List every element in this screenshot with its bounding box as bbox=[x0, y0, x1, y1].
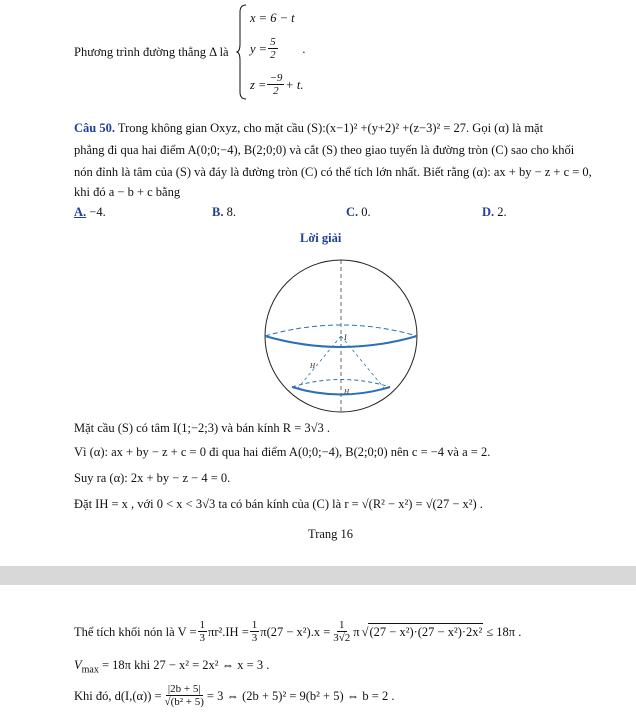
option-a-label: A. bbox=[74, 205, 87, 219]
distance-frac bbox=[163, 683, 206, 708]
brace-icon bbox=[236, 4, 248, 100]
option-b-label: B. bbox=[212, 205, 224, 219]
volume-f2-num: 1 bbox=[251, 619, 258, 631]
option-d-label: D. bbox=[482, 205, 495, 219]
volume-f2-den: 3 bbox=[251, 632, 258, 644]
question-text-1: Trong không gian Oxyz, cho mặt cầu (S):(x−1)² +(y+2)² +(z−3)² = 27. Gọi (α) là mặt bbox=[117, 121, 544, 135]
solution-step-4-eq: = bbox=[415, 497, 423, 511]
line-eq-y-num: 5 bbox=[270, 36, 276, 48]
page-separator bbox=[0, 566, 636, 585]
question-line-3: nón đỉnh là tâm của (S) và đáy là đường tròn (C) có thể tích lớn nhất. Biết rằng (α): ax + by − z + c = 0, bbox=[74, 165, 592, 179]
line-eq-y bbox=[250, 36, 306, 61]
line-eq-y-den: 2 bbox=[270, 49, 276, 61]
solution-heading: Lời giải bbox=[300, 231, 342, 245]
solution-step-4-r: √(R² − x²) bbox=[361, 497, 413, 511]
question-number: Câu 50. bbox=[74, 121, 115, 135]
fig-label-h1: H bbox=[310, 362, 316, 370]
question-line-2: phẳng đi qua hai điểm A(0;0;−4), B(2;0;0) và cắt (S) theo giao tuyến là đường tròn (C) sao cho khối bbox=[74, 143, 575, 157]
distance-rest: = 3 ⇔ (2b + 5)² = 9(b² + 5) ⇔ b = 2 . bbox=[206, 688, 395, 703]
line-eq-z-frac bbox=[267, 72, 284, 97]
option-c-value: 0. bbox=[361, 205, 371, 219]
page-2 bbox=[0, 585, 636, 719]
option-b-value: 8. bbox=[226, 205, 236, 219]
line-eq-x: x = 6 − t bbox=[250, 11, 295, 25]
volume-frac-3 bbox=[331, 619, 352, 644]
line-eq-z-post: + t. bbox=[285, 77, 304, 92]
option-d bbox=[482, 204, 507, 220]
option-d-value: 2. bbox=[497, 205, 507, 219]
volume-f3-den: 3√2 bbox=[333, 632, 351, 644]
volume-f1-den: 3 bbox=[199, 632, 206, 644]
solution-step-3: Suy ra (α): 2x + by − z − 4 = 0. bbox=[74, 471, 231, 485]
fig-label-h2: H bbox=[344, 388, 350, 396]
line-eq-y-end: . bbox=[302, 41, 306, 56]
distance-num: |2b + 5| bbox=[167, 683, 201, 695]
question-line-4: khi đó a − b + c bằng bbox=[74, 185, 181, 199]
sphere-cone-figure bbox=[258, 256, 424, 414]
volume-mid: πr².IH = bbox=[208, 624, 249, 639]
question-line-1 bbox=[74, 120, 543, 136]
option-b bbox=[212, 204, 236, 220]
option-a bbox=[74, 204, 106, 220]
solution-step-4-pre: Đặt IH = x , với 0 < x < 3√3 ta có bán kính của (C) là r = bbox=[74, 497, 359, 511]
volume-pre: Thể tích khối nón là V = bbox=[74, 624, 197, 639]
line-eq-y-frac bbox=[268, 36, 278, 61]
line-eq-y-pre: y = bbox=[250, 41, 268, 56]
distance-den: √(b² + 5) bbox=[164, 696, 204, 708]
option-c-label: C. bbox=[346, 205, 359, 219]
line-eq-label: Phương trình đường thẳng Δ là bbox=[74, 45, 229, 59]
volume-f1-num: 1 bbox=[199, 619, 206, 631]
fig-label-i: I bbox=[344, 333, 347, 342]
volume-end: ≤ 18π . bbox=[486, 624, 522, 639]
volume-frac-2 bbox=[250, 619, 260, 644]
volume-mid2: π(27 − x²).x = bbox=[260, 624, 331, 639]
solution-step-4-end: . bbox=[479, 497, 483, 511]
volume-f3-num: 1 bbox=[339, 619, 345, 631]
line-eq-z-pre: z = bbox=[250, 77, 267, 92]
line-eq-z-num: −9 bbox=[269, 72, 283, 84]
volume-frac-1 bbox=[198, 619, 208, 644]
vmax-line bbox=[74, 657, 269, 679]
option-a-value: −4. bbox=[89, 205, 106, 219]
distance-pre: Khi đó, d(I,(α)) = bbox=[74, 688, 162, 703]
line-eq-z-den: 2 bbox=[273, 85, 279, 97]
vmax-sub: max bbox=[81, 664, 99, 676]
page-footer: Trang 16 bbox=[308, 527, 354, 541]
option-c bbox=[346, 204, 371, 220]
line-eq-z bbox=[250, 72, 304, 97]
vmax-rest: = 18π khi 27 − x² = 2x² ⇔ x = 3 . bbox=[101, 658, 270, 672]
solution-step-2: Vì (α): ax + by − z + c = 0 đi qua hai điểm A(0;0;−4), B(2;0;0) nên c = −4 và a = 2. bbox=[74, 445, 491, 459]
solution-step-4 bbox=[74, 496, 483, 512]
vmax-v: V bbox=[74, 658, 82, 672]
volume-root: (27 − x²)·(27 − x²)·2x² bbox=[369, 625, 483, 639]
distance-line bbox=[74, 683, 394, 708]
solution-step-1: Mặt cầu (S) có tâm I(1;−2;3) và bán kính R = 3√3 . bbox=[74, 421, 330, 435]
volume-line: Thể tích khối nón là V = $\frac{1}{3}$ πr².IH = $\frac{1}{3}$ π(27 − x²).x = $\frac{1}{3√2}$ π √ (27 − x²)·(27 − x²)·2x² ≤ 18π . bbox=[74, 619, 522, 644]
solution-step-4-r2: √(27 − x²) bbox=[425, 497, 477, 511]
volume-pi: π bbox=[353, 624, 360, 639]
